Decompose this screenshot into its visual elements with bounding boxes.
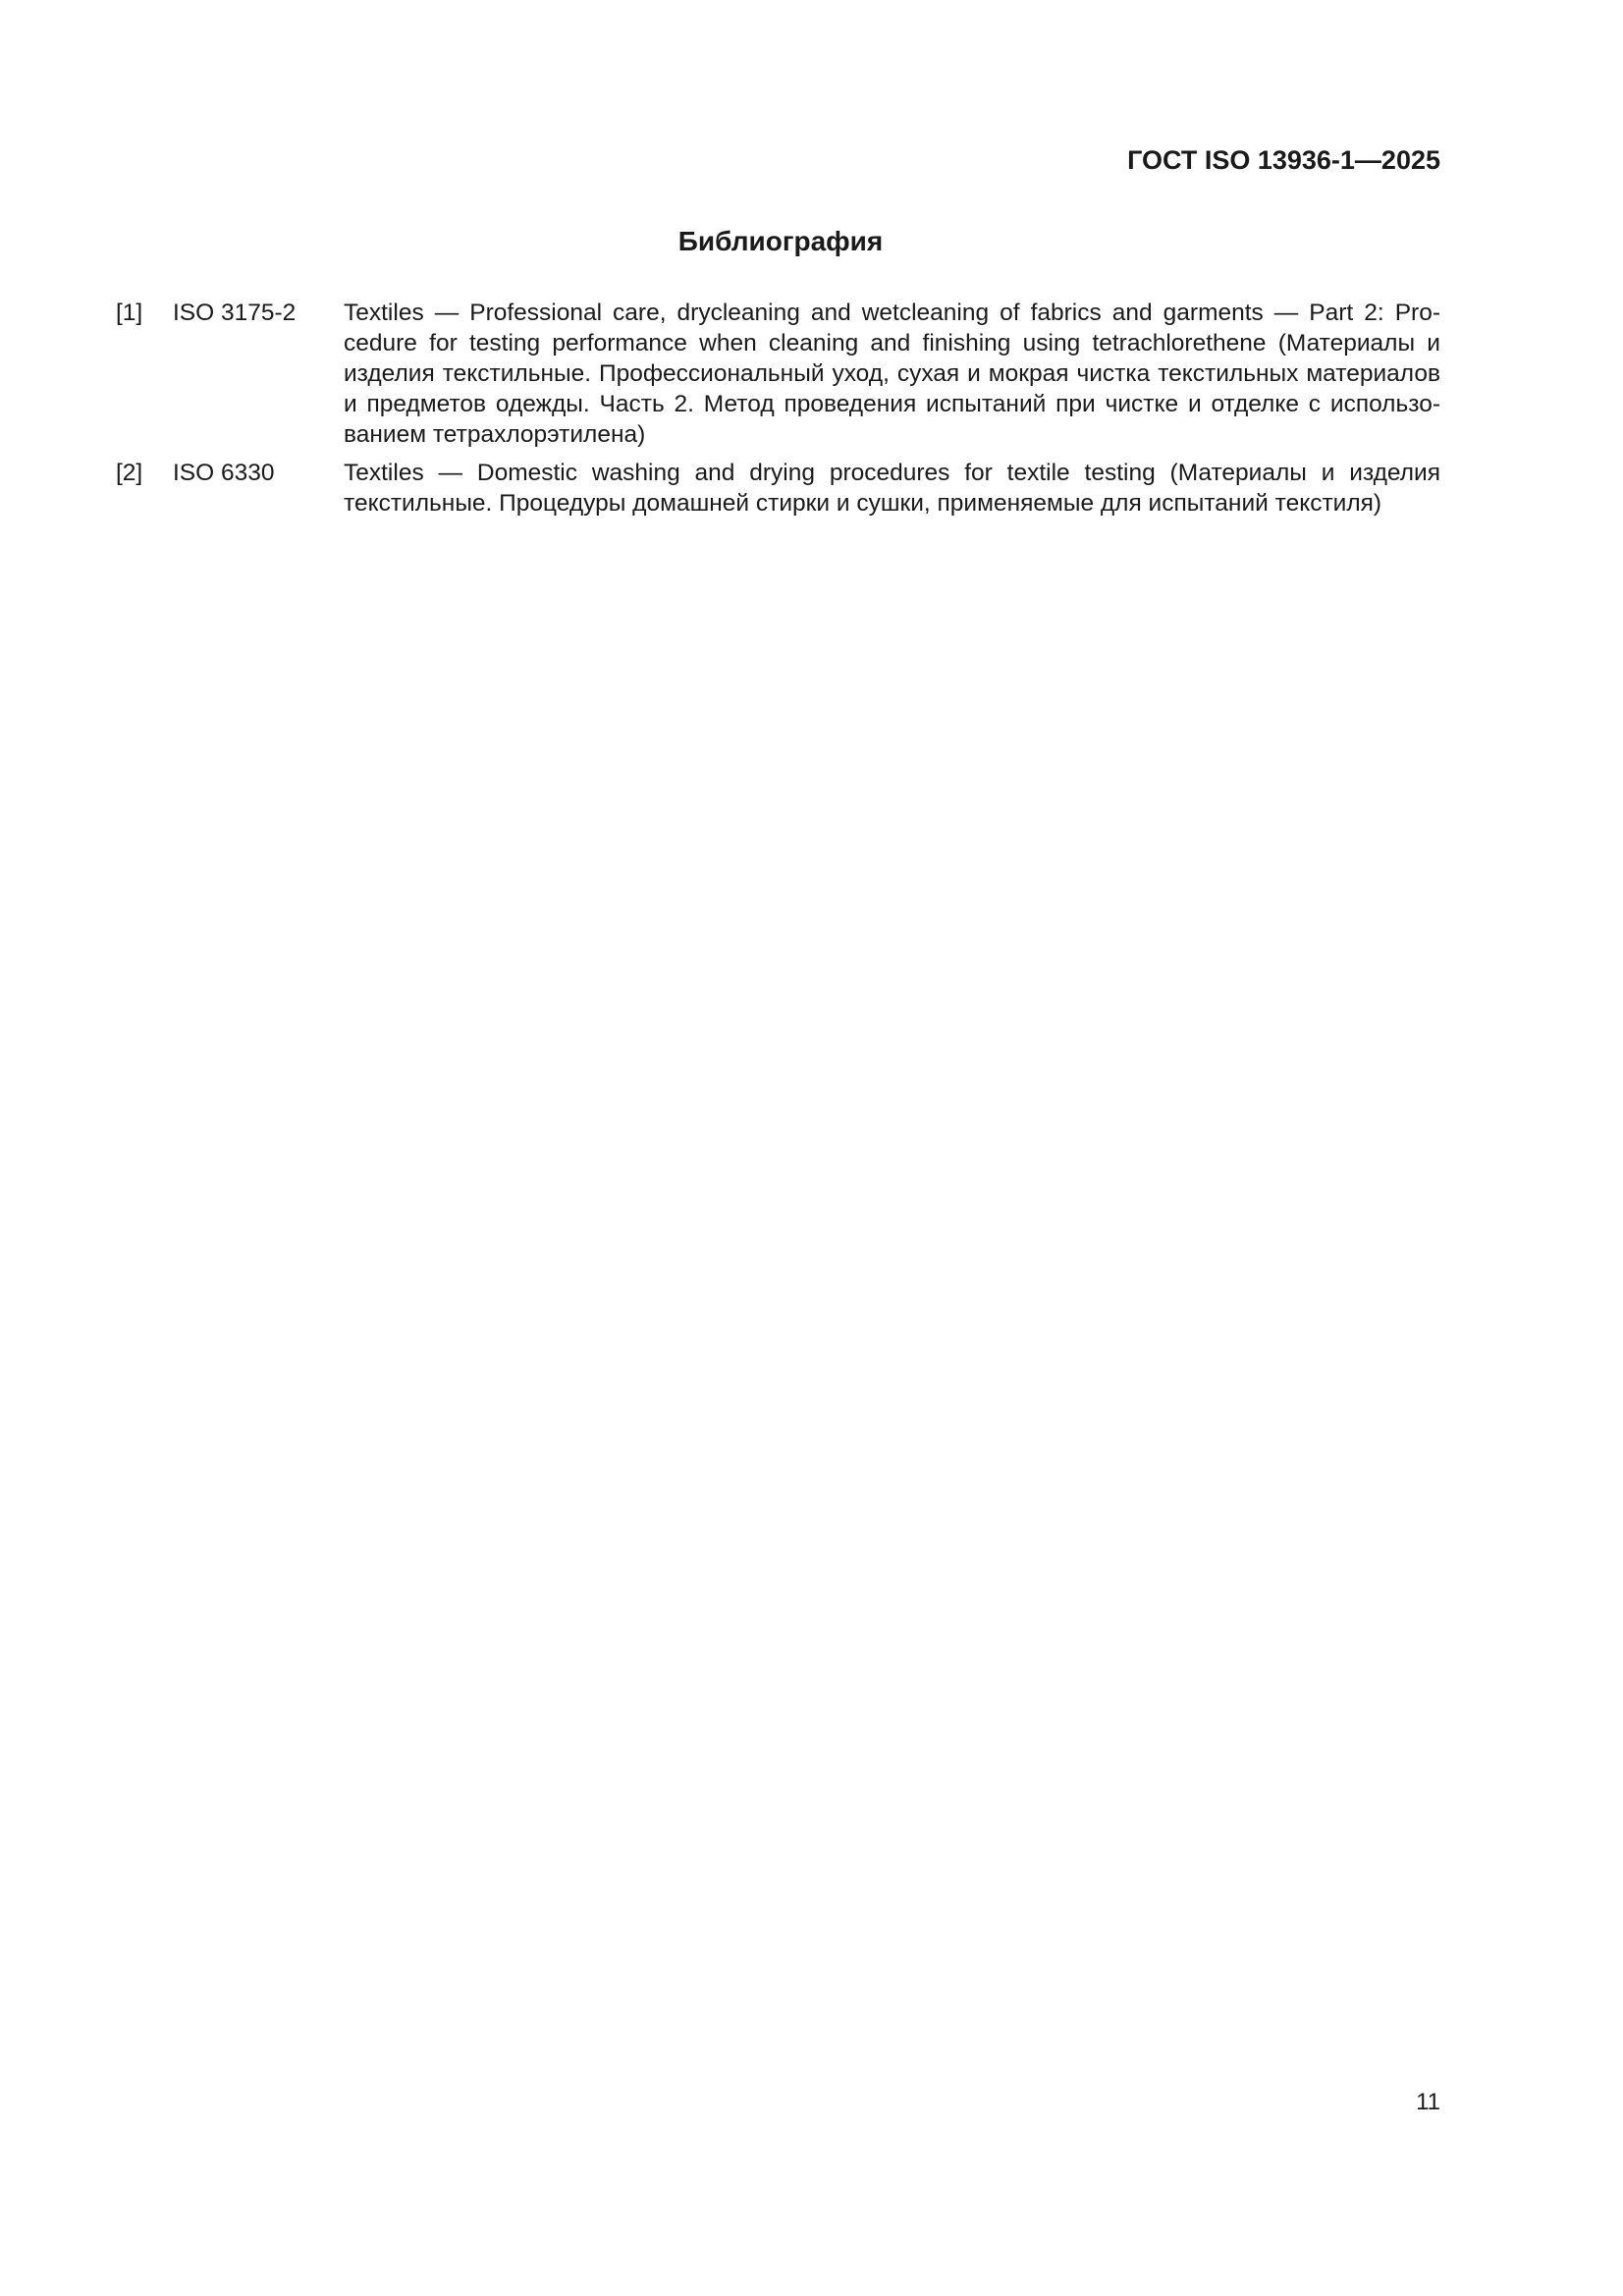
bibliography-entry <box>116 458 1440 519</box>
standard-code: ISO 6330 <box>173 460 275 486</box>
bibliography-list <box>116 298 1440 526</box>
entry-number: [2] <box>116 460 143 486</box>
document-id-header: ГОСТ ISO 13936-1—2025 <box>1127 145 1440 175</box>
entry-number: [1] <box>116 300 143 326</box>
entry-description: Textiles — Domestic washing and drying procedures for textile testing (Материалы и изделия текстильные. Процедуры домашней стирки и сушки, применяемые для испытаний текстиля) <box>344 460 1440 517</box>
standard-code: ISO 3175-2 <box>173 300 297 326</box>
page-number: 11 <box>1416 2089 1440 2115</box>
bibliography-entry <box>116 298 1440 450</box>
section-title: Библиография <box>677 226 884 256</box>
entry-description: Textiles — Professional care, drycleaning and wetcleaning of fabrics and garments — Part 2: Procedure for testing performance when cleaning and finishing using tetrachlorethene (Материалы и изделия текстильные. Профессиональный уход, сухая и мокрая чистка текстильных материалов и предметов одежды. Часть 2. Метод проведения испытаний при чистке и отделке с использованием тетрахлорэтилена) <box>344 300 1440 448</box>
